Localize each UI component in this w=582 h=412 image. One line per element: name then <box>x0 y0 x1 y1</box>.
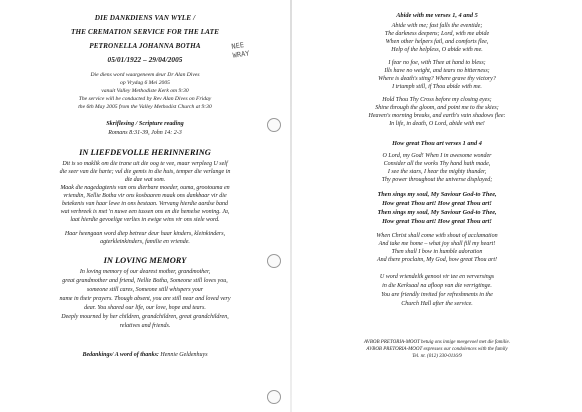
hymn2-chorus-line: Then sings my soul, My Saviour God-to Thee, <box>377 191 497 198</box>
invite-line: Church Hall after the service. <box>401 301 473 307</box>
handwritten-line-2: WRAY <box>232 49 251 60</box>
hymn1-line: Hold Thou Thy Cross before my closing eyes; <box>382 97 492 103</box>
hymn1-heading: Abide with me verses 1, 4 and 5 <box>396 12 478 19</box>
herinnering-line: die dae wat som. <box>124 177 166 183</box>
service-info-line: The service will be conducted by Rev Alan Dives on Friday <box>78 96 212 102</box>
hymn2-line: I see the stars, I hear the mighty thunder, <box>387 169 487 175</box>
hymn1-line: Abide with me; fast falls the eventide; <box>391 23 483 29</box>
memory-line: Deeply mourned by her children, grandchildren, great grandchildren, <box>61 314 229 320</box>
thanks-name: Hennie Geldenhuys <box>160 352 208 358</box>
footer-line: Tel. nr. (012) 330-0116/9 <box>412 354 462 359</box>
thanks-label: Bedankings/ A word of thanks: <box>82 352 159 358</box>
hymn1-line: Shine through the gloom, and point me to the skies; <box>375 105 499 111</box>
memory-heading: IN LOVING MEMORY <box>103 256 187 265</box>
footer-line: AVBOB PRETORIA-MOOT expresses our condolences with the family <box>366 347 508 352</box>
hymn2-chorus-line: How great Thou art! How great Thou art! <box>382 200 492 207</box>
herinnering-line: Haar heengaan word diep betreur deur haar kinders, kleinkinders, <box>64 231 226 237</box>
memory-line: great grandmother and friend, Nellie Botha, Someone still loves you, <box>62 278 228 284</box>
scripture-refs: Romans 8:31-39, John 14: 2-3 <box>108 130 182 136</box>
herinnering-heading: IN LIEFDEVOLLE HERINNERING <box>79 148 211 157</box>
herinnering-line: Dit is so maklik om die trane uit die oog te vee, maar verpleeg U self <box>62 161 228 167</box>
hymn2-line: O Lord, my God! When I in awesome wonder <box>382 153 492 159</box>
punch-hole <box>267 390 281 404</box>
herinnering-line: wat verbreek is met 'n nuwe een tussen ons en die hemelse woning. Ja, <box>60 209 230 215</box>
invite-line: You are friendly invited for refreshments in the <box>381 292 493 298</box>
thanks-line <box>0 352 290 358</box>
herinnering-line: agterkleinkinders, familie en vriende. <box>100 239 190 245</box>
deceased-name: PETRONELLA JOHANNA BOTHA <box>89 42 201 50</box>
life-dates: 05/01/1922 – 29/04/2005 <box>107 56 183 64</box>
hymn1-line: When other helpers fail, and comforts flee, <box>385 39 489 45</box>
memory-line: dear. You shared our life, our love, hope and tears. <box>84 305 206 311</box>
left-panel <box>0 0 290 412</box>
herinnering-line: die seer van die harte; vul die gemis in die huis, temper die verlange in <box>59 169 231 175</box>
herinnering-line: vriendin, Nellie Botha vir ons kosbaaren maak ons dankbaar vir die <box>63 193 227 199</box>
punch-hole <box>267 118 281 132</box>
hymn2-chorus-line: How great Thou art! How great Thou art! <box>382 218 492 225</box>
footer-line: AVBOB PRETORIA-MOOT betuig ons innige meegevoel met die familie. <box>363 340 511 345</box>
hymn1-line: I triumph still, if Thou abide with me. <box>392 84 482 90</box>
service-info-line: Die diens word waargeneem deur Dr Alan Dives <box>90 72 200 78</box>
hymn1-line: Heaven's morning breaks, and earth's vain shadows flee: <box>368 113 506 119</box>
hymn2-line: Thy power throughout the universe displayed; <box>381 177 493 183</box>
herinnering-line: laat hierdie gevoelige verlies in ewige wins vir ons siele word. <box>70 217 220 223</box>
memory-line: In loving memory of our dearest mother, grandmother, <box>79 269 211 275</box>
hymn1-line: Ills have no weight, and tears no bitterness; <box>384 68 490 74</box>
hymn1-line: I fear no foe, with Thee at hand to bless; <box>388 60 486 66</box>
memory-line: someone still cares, Someone still whispers your <box>86 287 204 293</box>
memory-line: name in their prayers. Though absent, you are still near and loved very <box>59 296 231 302</box>
header-line-2: THE CREMATION SERVICE FOR THE LATE <box>70 28 220 36</box>
header-line-1: DIE DANKDIENS VAN WYLE / <box>94 14 196 22</box>
hymn1-line: The darkness deepens; Lord, with me abide <box>384 31 490 37</box>
right-panel <box>292 0 582 412</box>
hymn1-line: Where is death's sting? Where grave thy victory? <box>378 76 496 82</box>
service-info-line: the 6th May 2005 from the Valley Methodist Church at 9:30 <box>78 104 212 110</box>
hymn2-line: Consider all the works Thy hand hath made, <box>383 161 491 167</box>
hymn1-line: In life, in death, O Lord, abide with me! <box>389 121 485 127</box>
herinnering-line: Maak die nagedagtenis van ons dierbare moeder, ouma, grootouma en <box>60 185 230 191</box>
invite-line: U word vriendelik genooi vir tee en verversings <box>379 274 495 280</box>
hymn2-heading: How great Thou art verses 1 and 4 <box>392 140 482 147</box>
hymn1-line: Help of the helpless, O abide with me. <box>391 47 483 53</box>
scripture-heading: Skriflesing / Scripture reading <box>106 120 184 127</box>
punch-hole <box>267 254 281 268</box>
herinnering-line: betekenis van haar lewe in ons bestaan. Vervang hierdie aardse band <box>61 201 229 207</box>
handwritten-line-1: NEE <box>230 41 245 51</box>
hymn2-line: And take me home – what joy shall fill my heart! <box>378 241 496 247</box>
hymn2-line: And there proclaim, My God, how great Thou art! <box>377 257 497 263</box>
memory-line: relatives and friends. <box>119 323 171 329</box>
hymn2-line: When Christ shall come with shout of acclamation <box>376 233 498 239</box>
invite-line: in die Kerksaal na afloop van die verrigtinge. <box>382 283 492 289</box>
service-info-line: op Vrydag 6 Mei 2005 <box>120 80 170 86</box>
hymn2-chorus-line: Then sings my soul, My Saviour God-to Thee, <box>377 209 497 216</box>
service-info-line: vanuit Valley Methodiste Kerk om 9:30 <box>101 88 189 94</box>
hymn2-line: Then shall I bow in humble adoration <box>391 249 483 255</box>
